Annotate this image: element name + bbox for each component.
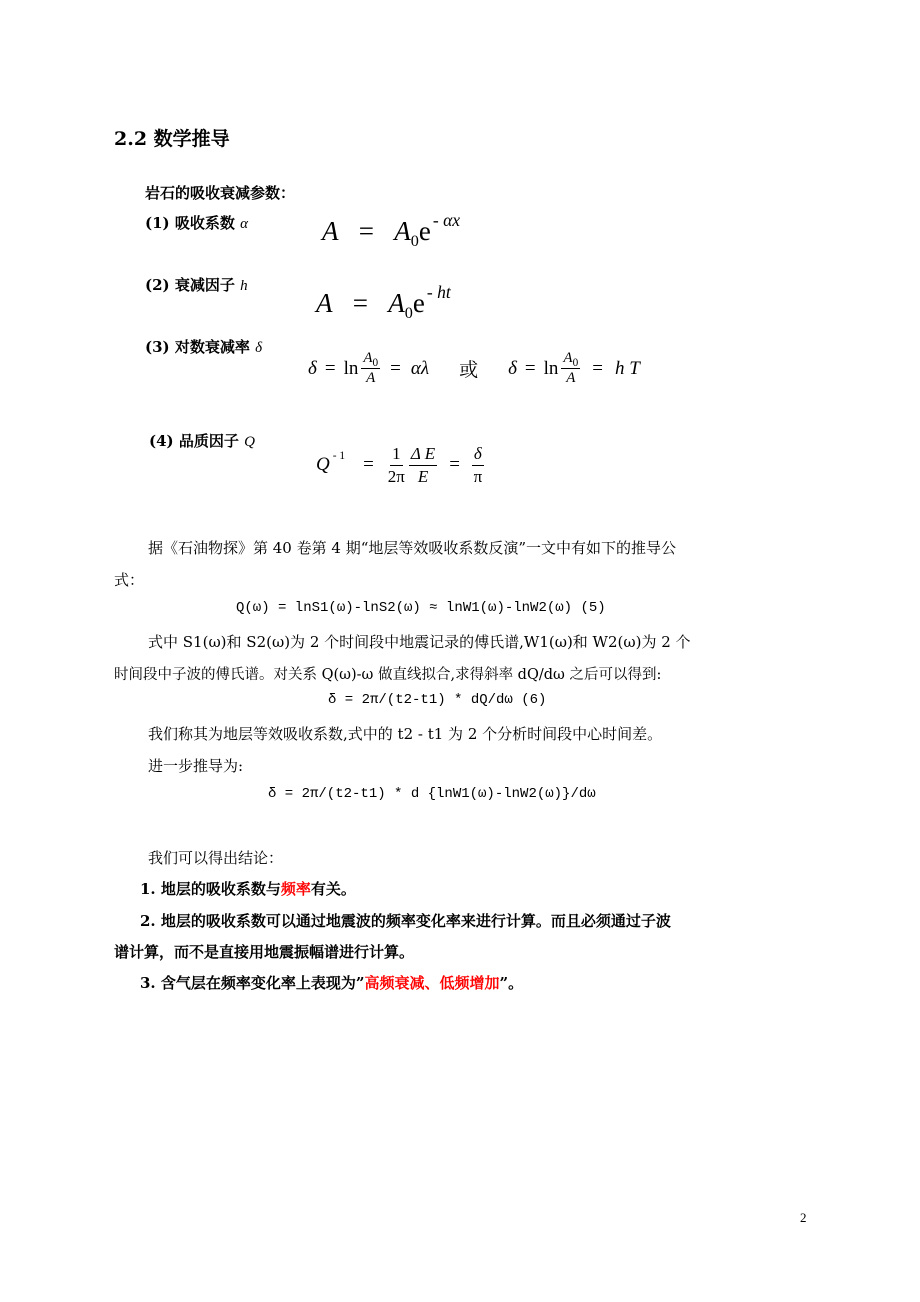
eq-fraction	[388, 444, 405, 486]
eq-term: Δ E	[409, 444, 437, 466]
eq-term: A	[316, 288, 333, 318]
eq-term: A	[322, 216, 339, 246]
param-label-text: (4) 品质因子	[149, 432, 239, 450]
conclusion-text: 1. 地层的吸收系数与	[140, 880, 281, 898]
eq-term: δ	[308, 357, 317, 379]
eq-fraction	[409, 444, 437, 486]
conclusion-text: 3. 含气层在频率变化率上表现为”	[140, 974, 365, 992]
eq-exponent: - 1	[332, 449, 346, 462]
eq-term: αλ	[410, 357, 430, 379]
eq-term: A	[366, 370, 376, 387]
eq-exp-base: e	[412, 288, 425, 318]
eq-subscript: 0	[372, 356, 379, 369]
eq-term: E	[417, 466, 429, 486]
eq-or: 或	[459, 359, 479, 382]
conclusion-highlight: 频率	[280, 880, 311, 898]
eq-term: Q	[316, 454, 330, 476]
conclusion-text: ”。	[499, 974, 524, 992]
param-label-text: (3) 对数衰减率	[145, 338, 250, 356]
param-label-log-decrement	[145, 336, 262, 357]
conclusion-item-3	[140, 972, 523, 993]
equation-absorption	[322, 209, 461, 250]
eq-term: δ	[472, 444, 484, 466]
param-symbol: Q	[244, 434, 255, 450]
conclusion-item-2-line1: 2. 地层的吸收系数可以通过地震波的频率变化率来进行计算。而且必须通过子波	[140, 912, 671, 930]
params-intro: 岩石的吸收衰减参数：	[145, 184, 296, 202]
param-symbol: α	[240, 216, 248, 232]
param-symbol: h	[240, 278, 248, 294]
eq-sign: =	[324, 357, 336, 379]
paragraph-source-line2: 式：	[114, 571, 145, 589]
eq-fraction	[361, 350, 380, 388]
eq-sign: =	[358, 216, 374, 246]
paragraph-source-line1: 据《石油物探》第 40 卷第 4 期“地层等效吸收系数反演”一文中有如下的推导公	[148, 539, 677, 557]
eq-subscript: 0	[410, 231, 419, 250]
eq-term: A	[394, 216, 411, 246]
equation-log-decrement	[308, 350, 640, 388]
eq-sign: =	[592, 357, 603, 379]
param-label-absorption	[145, 212, 248, 233]
eq-subscript: 0	[404, 303, 413, 322]
param-label-quality	[149, 430, 255, 451]
param-label-text: (1) 吸收系数	[145, 214, 235, 232]
conclusion-item-2-line2: 谱计算，而不是直接用地震振幅谱进行计算。	[114, 943, 415, 961]
eq-term: A	[566, 370, 576, 387]
eq-sign: =	[449, 454, 460, 476]
equation-quality-factor	[316, 444, 484, 486]
eq-sign: =	[390, 357, 401, 379]
param-symbol: δ	[255, 340, 263, 356]
paragraph-explain-line2: 时间段中子波的傅氏谱。对关系 Q(ω)-ω 做直线拟合,求得斜率 dQ/dω 之后可以得到:	[114, 667, 662, 683]
eq-fraction	[472, 444, 484, 486]
conclusion-text: 有关。	[310, 880, 356, 898]
eq-exponent: - αx	[432, 209, 461, 230]
eq-exp-base: e	[418, 216, 431, 246]
eq-term: h T	[614, 357, 640, 379]
paragraph-explain-line1: 式中 S1(ω)和 S2(ω)为 2 个时间段中地震记录的傅氏谱,W1(ω)和 W2(ω)为 2 个	[148, 633, 691, 651]
eq-term: δ	[508, 357, 517, 379]
eq-term: 2π	[387, 466, 405, 486]
eq-fraction	[561, 350, 580, 388]
page-number: 2	[800, 1210, 807, 1225]
conclusion-intro: 我们可以得出结论：	[148, 849, 284, 867]
formula-6: δ = 2π/(t2-t1) * dQ/dω (6)	[328, 692, 547, 708]
formula-5: Q(ω) = lnS1(ω)-lnS2(ω) ≈ lnW1(ω)-lnW2(ω) (5)	[236, 600, 606, 616]
eq-sign: =	[524, 357, 536, 379]
formula-7: δ = 2π/(t2-t1) * d {lnW1(ω)-lnW2(ω)}/dω	[268, 786, 596, 802]
param-label-text: (2) 衰减因子	[145, 276, 235, 294]
paragraph-definition: 我们称其为地层等效吸收系数,式中的 t2 - t1 为 2 个分析时间段中心时间差。	[148, 725, 663, 743]
conclusion-highlight: 高频衰减、低频增加	[364, 974, 500, 992]
eq-ln: ln	[543, 357, 559, 379]
eq-term: A	[388, 288, 405, 318]
eq-term: 1	[390, 444, 403, 466]
eq-term: A	[563, 350, 573, 366]
section-heading: 2.2 数学推导	[114, 128, 230, 150]
eq-term: A	[363, 350, 373, 366]
eq-subscript: 0	[572, 356, 579, 369]
paragraph-further: 进一步推导为:	[148, 757, 244, 775]
eq-term: π	[473, 466, 483, 486]
equation-attenuation	[316, 281, 451, 322]
param-label-attenuation	[145, 274, 248, 295]
eq-sign: =	[363, 454, 374, 476]
eq-ln: ln	[343, 357, 359, 379]
eq-sign: =	[352, 288, 368, 318]
conclusion-item-1	[140, 878, 356, 899]
eq-exponent: - ht	[426, 281, 451, 302]
